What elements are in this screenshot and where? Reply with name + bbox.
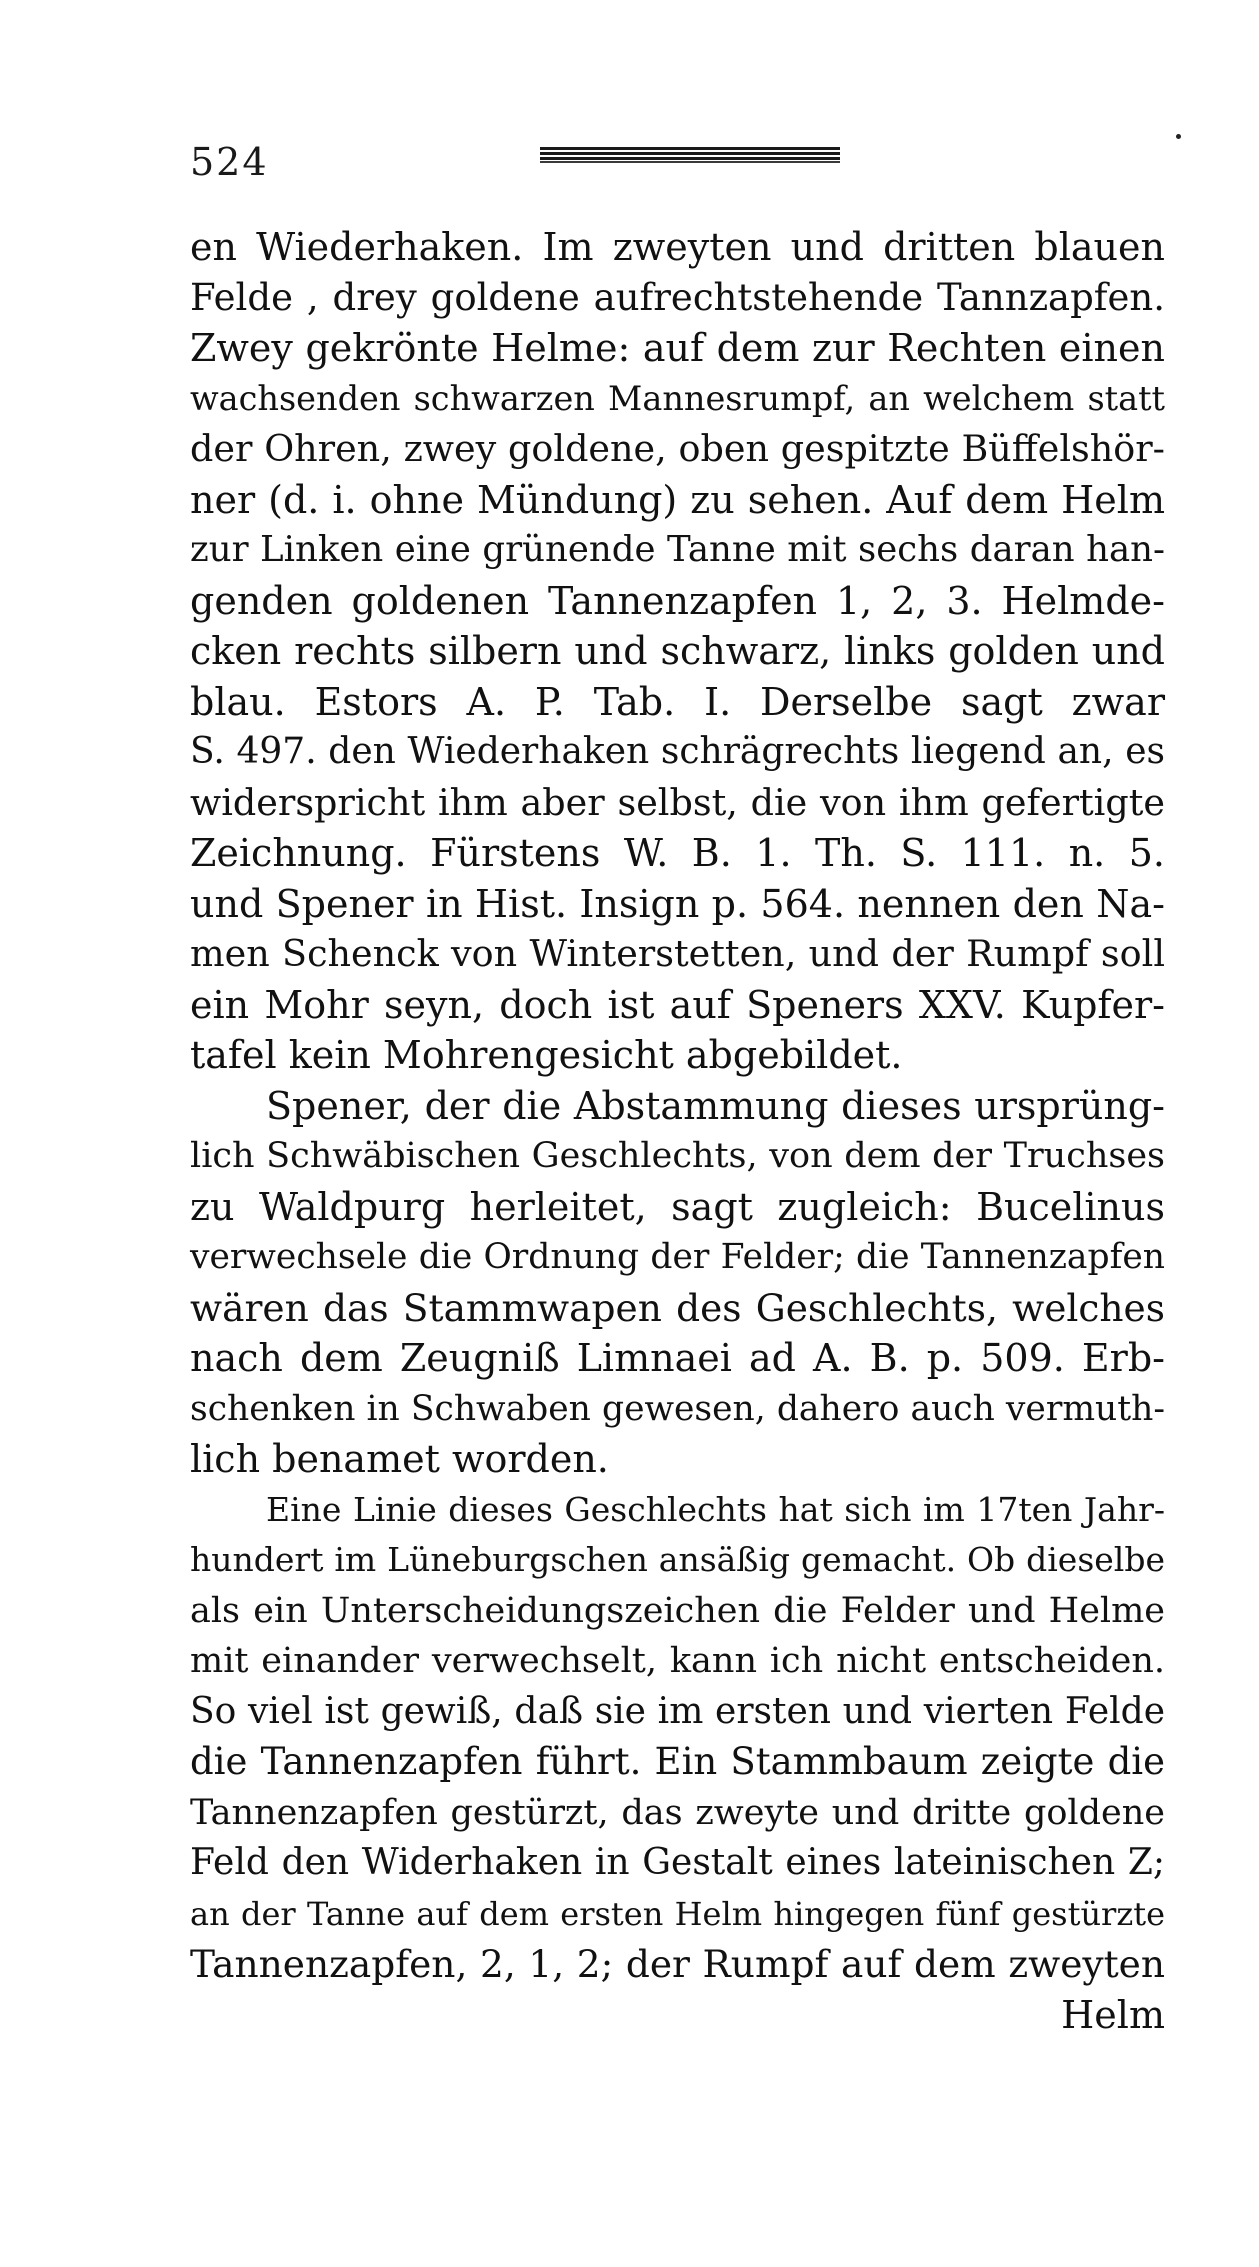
text-line: verwechsele die Ordnung der Felder; die Tannenzapfen <box>190 1237 1165 1277</box>
text-line: Zwey gekrönte Helme: auf dem zur Rechten einen <box>190 326 1165 370</box>
text-line: Tannenzapfen gestürzt, das zweyte und dritte goldene <box>190 1792 1165 1833</box>
text-line: hundert im Lüneburgschen ansäßig gemacht. Ob dieselbe <box>190 1540 1165 1579</box>
text-line: wachsenden schwarzen Mannesrumpf, an welchem statt <box>190 378 1165 418</box>
text-line: widerspricht ihm aber selbst, die von ihm gefertigte <box>190 780 1165 824</box>
text-line: zu Waldpurg herleitet, sagt zugleich: Bucelinus <box>190 1184 1165 1229</box>
page-number: 524 <box>190 140 269 184</box>
text-line: der Ohren, zwey goldene, oben gespitzte Büffelshör- <box>190 427 1165 470</box>
text-line: mit einander verwechselt, kann ich nicht entscheiden. <box>190 1641 1165 1681</box>
body-text <box>190 222 1165 2040</box>
text-line: cken rechts silbern und schwarz, links golden und <box>190 629 1165 673</box>
stray-ink-dot <box>1176 134 1181 139</box>
text-line: blau. Estors A. P. Tab. I. Derselbe sagt zwar <box>190 679 1165 724</box>
catchword: Helm <box>1061 1992 1165 2037</box>
text-line: Feld den Widerhaken in Gestalt eines lateinischen Z; <box>190 1842 1165 1883</box>
text-line: ein Mohr seyn, doch ist auf Speners XXV. Kupfer- <box>190 982 1165 1027</box>
text-line: Zeichnung. Fürstens W. B. 1. Th. S. 111. n. 5. <box>190 831 1165 875</box>
text-line: en Wiederhaken. Im zweyten und dritten blauen <box>190 225 1165 269</box>
text-line: lich benamet worden. <box>190 1437 609 1481</box>
text-line: lich Schwäbischen Geschlechts, von dem der Truchses <box>190 1136 1165 1176</box>
text-line: Eine Linie dieses Geschlechts hat sich im 17ten Jahr- <box>266 1489 1165 1529</box>
text-line: wären das Stammwapen des Geschlechts, welches <box>190 1285 1165 1330</box>
text-line: als ein Unterscheidungszeichen die Felder und Helme <box>190 1590 1165 1631</box>
text-line: genden goldenen Tannenzapfen 1, 2, 3. Helmde- <box>190 578 1165 623</box>
text-line: und Spener in Hist. Insign p. 564. nennen den Na- <box>190 881 1165 926</box>
text-line: ner (d. i. ohne Mündung) zu sehen. Auf dem Helm <box>190 477 1165 522</box>
text-line: So viel ist gewiß, daß sie im ersten und vierten Felde <box>190 1690 1165 1732</box>
text-line: Felde , drey goldene aufrechtstehende Tannzapfen. <box>190 275 1165 319</box>
text-line: Spener, der die Abstammung dieses ursprüng- <box>266 1083 1165 1128</box>
text-line: an der Tanne auf dem ersten Helm hingegen fünf gestürzte <box>190 1894 1165 1933</box>
text-line: tafel kein Mohrengesicht abgebildet. <box>190 1033 903 1077</box>
text-line: die Tannenzapfen führt. Ein Stammbaum zeigte die <box>190 1740 1165 1783</box>
text-line: Tannenzapfen, 2, 1, 2; der Rumpf auf dem zweyten <box>190 1942 1165 1986</box>
header-ornament-rule <box>540 146 840 164</box>
text-line: schenken in Schwaben gewesen, dahero auch vermuth- <box>190 1388 1165 1429</box>
text-line: zur Linken eine grünende Tanne mit sechs daran han- <box>190 529 1165 570</box>
text-line: men Schenck von Winterstetten, und der Rumpf soll <box>190 932 1165 975</box>
text-line: nach dem Zeugniß Limnaei ad A. B. p. 509. Erb- <box>190 1336 1165 1380</box>
text-line: S. 497. den Wiederhaken schrägrechts liegend an, es <box>190 731 1165 772</box>
